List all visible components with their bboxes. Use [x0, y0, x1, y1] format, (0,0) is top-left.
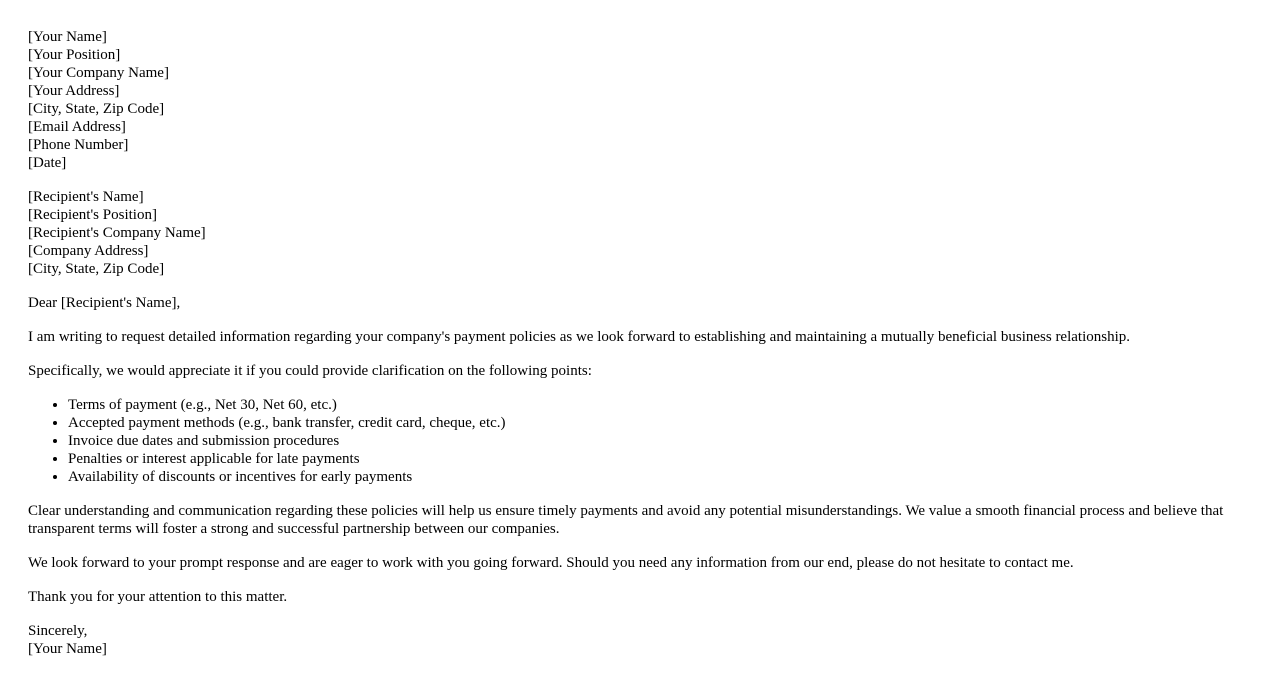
sender-phone: [Phone Number] [28, 137, 129, 153]
sender-name: [Your Name] [28, 29, 107, 45]
intro-paragraph: I am writing to request detailed information regarding your company's payment policies as we look forward to establishing and maintaining a mutually beneficial business relationship. [28, 329, 1131, 345]
recipient-company: [Recipient's Company Name] [28, 225, 206, 241]
thanks-paragraph: Thank you for your attention to this matter. [28, 589, 288, 605]
signoff-name: [Your Name] [28, 641, 107, 657]
payment-points-list [28, 396, 1243, 486]
recipient-position: [Recipient's Position] [28, 207, 157, 223]
letter-date: [Date] [28, 155, 67, 171]
sender-block [28, 28, 1243, 172]
salutation: Dear [Recipient's Name], [28, 295, 181, 311]
list-item: • Penalties or interest applicable for late payments [68, 450, 1243, 468]
recipient-city-state-zip: [City, State, Zip Code] [28, 261, 165, 277]
recipient-address: [Company Address] [28, 243, 149, 259]
recipient-name: [Recipient's Name] [28, 189, 144, 205]
recipient-block [28, 188, 1243, 278]
letter-page [28, 28, 1243, 674]
sender-city-state-zip: [City, State, Zip Code] [28, 101, 165, 117]
lead-in-paragraph: Specifically, we would appreciate it if you could provide clarification on the following points: [28, 363, 592, 379]
sender-address: [Your Address] [28, 83, 120, 99]
signoff-block [28, 622, 1243, 658]
list-item: • Availability of discounts or incentives for early payments [68, 468, 1243, 486]
sender-email: [Email Address] [28, 119, 126, 135]
sender-position: [Your Position] [28, 47, 121, 63]
list-item: • Terms of payment (e.g., Net 30, Net 60, etc.) [68, 396, 1243, 414]
list-item: • Invoice due dates and submission procedures [68, 432, 1243, 450]
understanding-paragraph: Clear understanding and communication regarding these policies will help us ensure timely payments and avoid any potential misunderstandings. We value a smooth financial process and believe that transparent terms will foster a strong and successful partnership between our companies. [28, 503, 1224, 537]
signoff-closing: Sincerely, [28, 623, 88, 639]
closing-request-paragraph: We look forward to your prompt response and are eager to work with you going forward. Should you need any information from our end, please do not hesitate to contact me. [28, 555, 1074, 571]
list-item: • Accepted payment methods (e.g., bank transfer, credit card, cheque, etc.) [68, 414, 1243, 432]
sender-company: [Your Company Name] [28, 65, 169, 81]
